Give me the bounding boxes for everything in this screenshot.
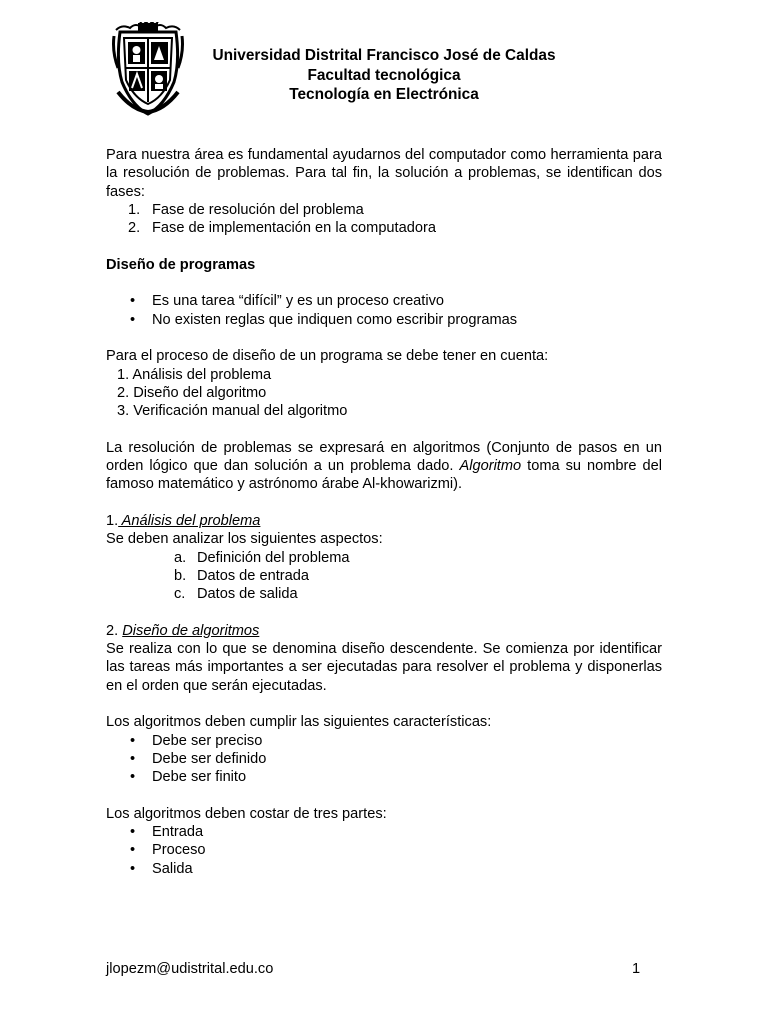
parts-list xyxy=(106,823,662,878)
section-number: 2. xyxy=(106,622,123,639)
list-item: 3. Verificación manual del algoritmo xyxy=(117,403,348,420)
bullet-text: Es una tarea “difícil” y es un proceso creativo xyxy=(152,293,445,310)
characteristics-list xyxy=(106,732,662,787)
intro-paragraph: Para nuestra área es fundamental ayudarnos del computador como herramienta para la resolución de problemas. Para tal fin, la solución a problemas, se identifican dos fases: xyxy=(106,147,662,200)
process-intro: Para el proceso de diseño de un programa se debe tener en cuenta: xyxy=(106,348,549,365)
aspect-text: Definición del problema xyxy=(197,549,350,566)
aspects-list xyxy=(106,549,662,604)
bullet-text: No existen reglas que indiquen como escribir programas xyxy=(152,311,518,328)
bullet-icon: • xyxy=(130,823,136,840)
phase-text: Fase de implementación en la computadora xyxy=(152,220,436,237)
bullet-icon: • xyxy=(130,732,136,749)
bullet-text: Debe ser definido xyxy=(152,750,267,767)
bullet-text: Debe ser finito xyxy=(152,769,247,786)
section-2-title xyxy=(106,622,662,640)
phase-text: Fase de resolución del problema xyxy=(152,201,364,218)
university-crest-logo xyxy=(112,22,184,116)
list-item xyxy=(106,841,662,859)
bullet-icon: • xyxy=(130,769,136,786)
list-marker: 2. xyxy=(128,220,141,237)
list-item: 2. Diseño del algoritmo xyxy=(117,384,267,401)
list-item xyxy=(106,567,662,585)
document-header xyxy=(184,46,584,105)
design-bullets xyxy=(106,292,662,329)
list-item xyxy=(106,732,662,750)
list-item: 1. Análisis del problema xyxy=(117,366,272,383)
list-item xyxy=(106,219,662,237)
list-item xyxy=(106,311,662,329)
list-marker: a. xyxy=(174,549,187,566)
algorithms-text: La resolución de problemas se expresará en algoritmos (Conjunto de pasos en un orden lógico que dan solución a un problema dado. xyxy=(106,439,662,475)
parts-intro: Los algoritmos deben costar de tres partes: xyxy=(106,805,387,822)
list-marker: b. xyxy=(174,567,187,584)
bullet-text: Proceso xyxy=(152,842,206,859)
section-title: Análisis del problema xyxy=(118,512,261,529)
program-name: Tecnología en Electrónica xyxy=(289,86,479,103)
section-1-intro: Se deben analizar los siguientes aspectos: xyxy=(106,531,383,548)
list-item xyxy=(106,860,662,878)
process-steps xyxy=(106,366,662,421)
algoritmo-term: Algoritmo xyxy=(459,458,522,475)
faculty-name: Facultad tecnológica xyxy=(307,66,461,84)
aspect-text: Datos de salida xyxy=(197,586,298,603)
page-number: 1 xyxy=(632,961,641,977)
bullet-icon: • xyxy=(130,750,136,767)
list-marker: c. xyxy=(174,586,186,603)
list-item xyxy=(106,823,662,841)
phases-list xyxy=(106,201,662,238)
list-item xyxy=(106,585,662,603)
footer-email: jlopezm@udistrital.edu.co xyxy=(106,961,274,977)
bullet-text: Salida xyxy=(152,860,193,877)
bullet-text: Debe ser preciso xyxy=(152,732,263,749)
algorithms-paragraph xyxy=(106,439,662,494)
list-item xyxy=(106,768,662,786)
document-body xyxy=(106,146,662,878)
section-2-paragraph: Se realiza con lo que se denomina diseño descendente. Se comienza por identificar las tareas más importantes a ser ejecutadas para resolver el problema y disponerlas en el orden que serán ejecutadas. xyxy=(106,641,662,694)
bullet-icon: • xyxy=(130,860,136,877)
list-item xyxy=(106,549,662,567)
bullet-text: Entrada xyxy=(152,823,204,840)
list-item xyxy=(106,750,662,768)
university-name: Universidad Distrital Francisco José de Caldas xyxy=(212,47,556,64)
list-marker: 1. xyxy=(128,201,141,218)
bullet-icon: • xyxy=(130,311,136,328)
section-number: 1. xyxy=(106,512,119,529)
list-item xyxy=(106,201,662,219)
section-title: Diseño de algoritmos xyxy=(122,622,260,639)
list-item xyxy=(106,292,662,310)
section-heading: Diseño de programas xyxy=(106,256,256,273)
characteristics-intro: Los algoritmos deben cumplir las siguientes características: xyxy=(106,714,492,731)
algorithms-text: toma su nombre del famoso matemático y astrónomo árabe Al-khowarizmi). xyxy=(106,458,662,493)
bullet-icon: • xyxy=(130,293,136,310)
bullet-icon: • xyxy=(130,842,136,859)
section-1-title xyxy=(106,512,662,530)
aspect-text: Datos de entrada xyxy=(197,567,309,584)
